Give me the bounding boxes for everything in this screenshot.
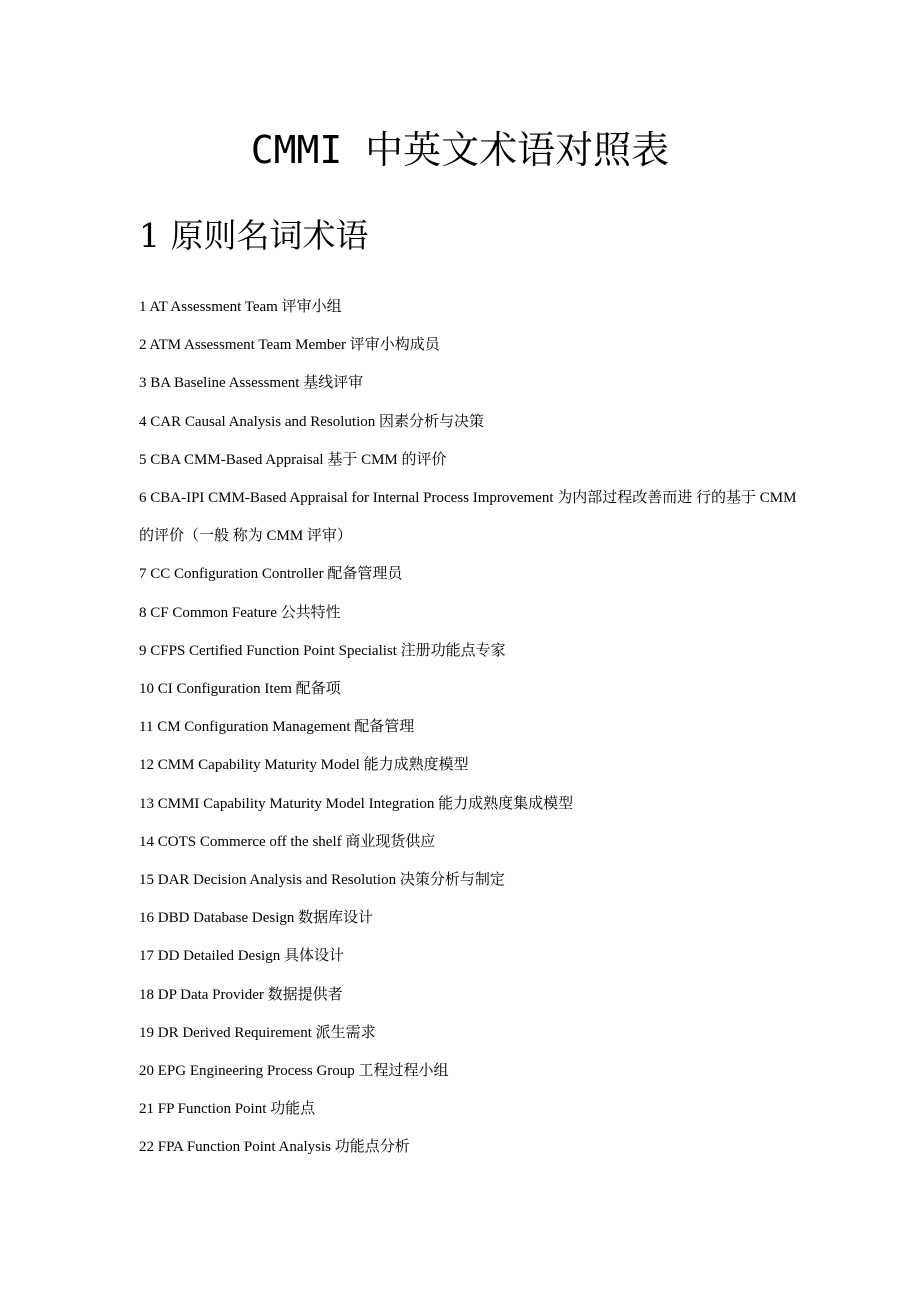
term-item: 17 DD Detailed Design 具体设计 <box>139 948 344 965</box>
document-title: CMMI 中英文术语对照表 <box>250 128 670 172</box>
term-item: 15 DAR Decision Analysis and Resolution 决策分析与制定 <box>139 872 505 889</box>
term-item: 22 FPA Function Point Analysis 功能点分析 <box>139 1139 410 1156</box>
term-item: 19 DR Derived Requirement 派生需求 <box>139 1024 376 1041</box>
term-item: 11 CM Configuration Management 配备管理 <box>139 719 415 736</box>
term-item: 2 ATM Assessment Team Member 评审小构成员 <box>139 337 440 354</box>
term-item: 3 BA Baseline Assessment 基线评审 <box>139 375 364 392</box>
term-item: 21 FP Function Point 功能点 <box>139 1101 316 1118</box>
term-item: 18 DP Data Provider 数据提供者 <box>139 986 343 1003</box>
term-item: 13 CMMI Capability Maturity Model Integration 能力成熟度集成模型 <box>139 795 574 812</box>
term-item: 9 CFPS Certified Function Point Specialist 注册功能点专家 <box>139 642 506 659</box>
term-item: 1 AT Assessment Team 评审小组 <box>139 299 342 315</box>
term-item: 6 CBA-IPI CMM-Based Appraisal for Internal Process Improvement 为内部过程改善而进 行的基于 CMM 的评价（一般 称为 CMM 评审） <box>139 490 797 545</box>
term-item: 10 CI Configuration Item 配备项 <box>139 681 341 698</box>
term-item: 8 CF Common Feature 公共特性 <box>139 604 341 621</box>
term-item: 16 DBD Database Design 数据库设计 <box>139 910 374 927</box>
term-list <box>139 288 799 1167</box>
term-item: 7 CC Configuration Controller 配备管理员 <box>139 566 403 583</box>
term-item: 12 CMM Capability Maturity Model 能力成熟度模型 <box>139 757 469 774</box>
term-item: 20 EPG Engineering Process Group 工程过程小组 <box>139 1063 449 1080</box>
term-item: 14 COTS Commerce off the shelf 商业现货供应 <box>139 833 436 850</box>
term-item: 5 CBA CMM-Based Appraisal 基于 CMM 的评价 <box>139 451 447 468</box>
section-heading: 1 原则名词术语 <box>139 216 369 255</box>
term-item: 4 CAR Causal Analysis and Resolution 因素分析与决策 <box>139 413 485 430</box>
